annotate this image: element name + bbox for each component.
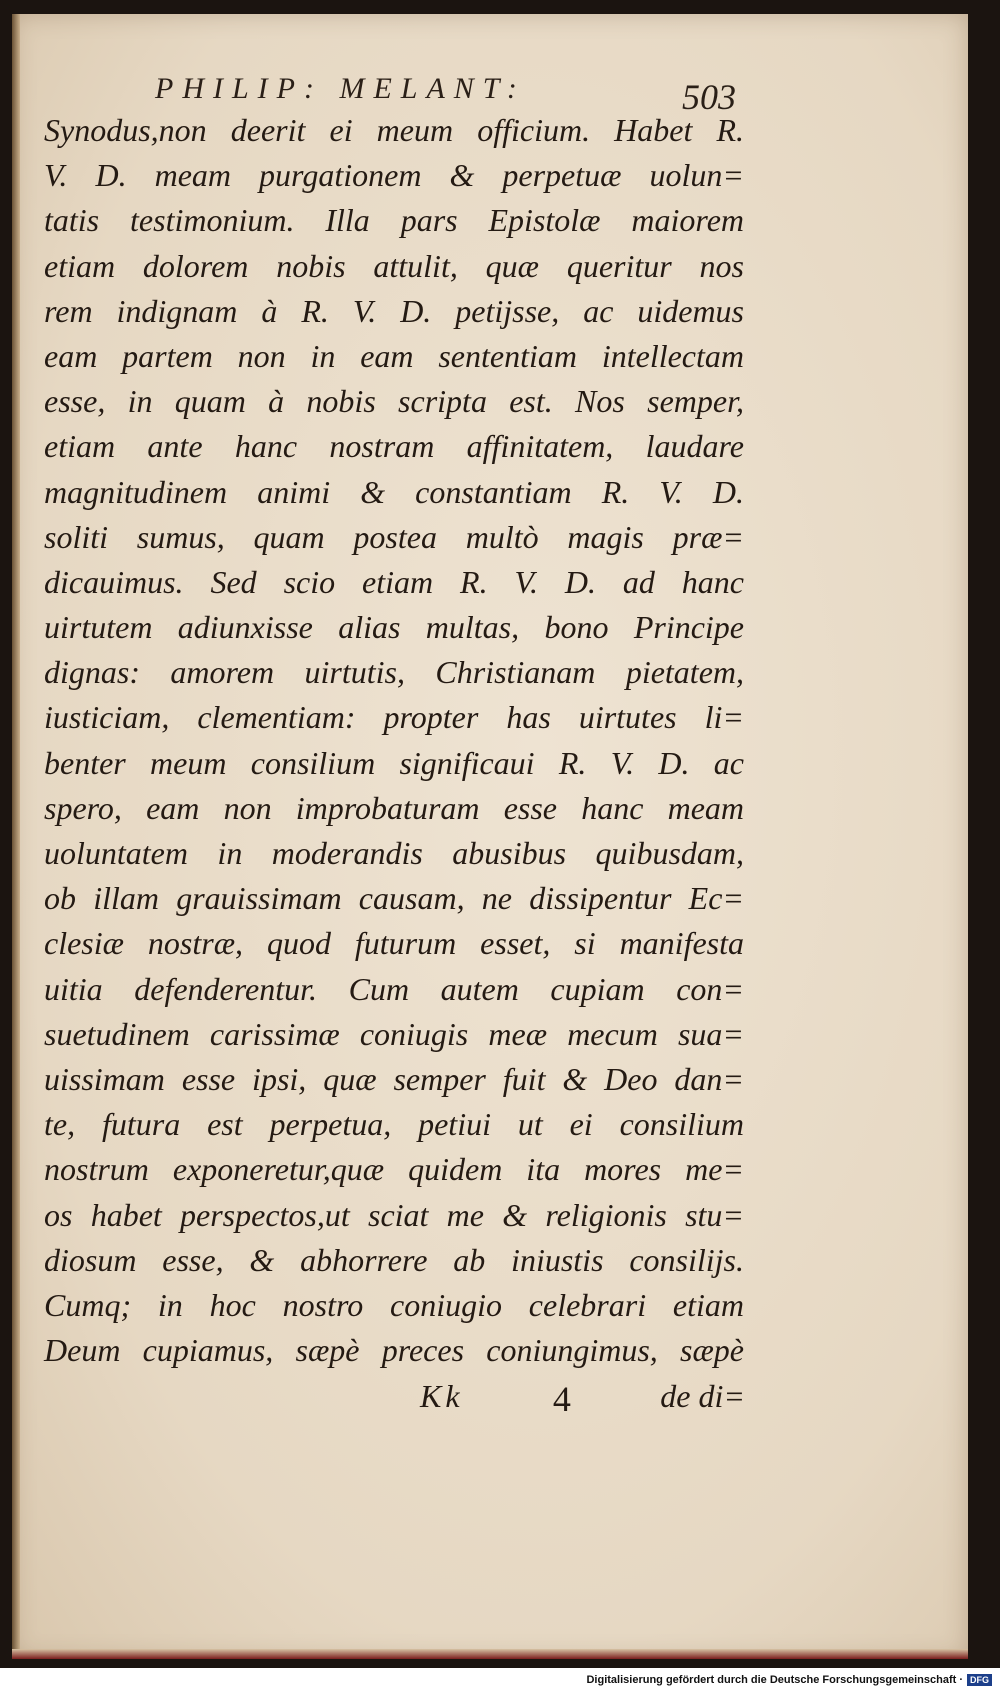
text-line: os habet perspectos,ut sciat me & religionis stu= (44, 1196, 744, 1233)
text-line: soliti sumus, quam postea multò magis præ= (44, 518, 744, 555)
text-line: ob illam grauissimam causam, ne dissipentur Ec= (44, 880, 744, 917)
text-line: spero, eam non improbaturam esse hanc meam (44, 789, 744, 826)
text-line: etiam ante hanc nostram affinitatem, laudare (44, 428, 744, 465)
text-line: uitia defenderentur. Cum autem cupiam con= (44, 970, 744, 1007)
text-line: tatis testimonium. Illa pars Epistolæ maiorem (44, 202, 744, 239)
text-line: rem indignam à R. V. D. petijsse, ac uidemus (44, 292, 744, 329)
text-line: Deum cupiamus, sæpè preces coniungimus, sæpè (44, 1332, 744, 1369)
catchword: de di= (660, 1378, 745, 1414)
text-line: uissimam esse ipsi, quæ semper fuit & Deo dan= (44, 1060, 744, 1097)
signature-mark: Kk (420, 1378, 464, 1414)
text-line: eam partem non in eam sententiam intellectam (44, 337, 744, 374)
text-line: nostrum exponeretur,quæ quidem ita mores me= (44, 1151, 744, 1188)
text-line: dignas: amorem uirtutis, Christianam pietatem, (44, 654, 744, 691)
signature-number: 4 (552, 1379, 571, 1419)
dfg-logo: DFG (967, 1674, 992, 1686)
page-number: 503 (682, 77, 736, 117)
text-line: suetudinem carissimæ coniugis meæ mecum sua= (44, 1015, 744, 1052)
text-line: magnitudinem animi & constantiam R. V. D. (44, 473, 744, 510)
text-line: clesiæ nostræ, quod futurum esset, si manifesta (44, 925, 744, 962)
text-line: uirtutem adiunxisse alias multas, bono Principe (44, 609, 744, 646)
running-head: PHILIP: MELANT: (155, 72, 526, 105)
text-line: te, futura est perpetua, petiui ut ei consilium (44, 1106, 744, 1143)
text-line: diosum esse, & abhorrere ab iniustis consilijs. (44, 1241, 744, 1278)
text-line: dicauimus. Sed scio etiam R. V. D. ad hanc (44, 563, 744, 600)
page-left-edge (12, 14, 20, 1659)
text-line: V. D. meam purgationem & perpetuæ uolun= (44, 157, 744, 194)
text-line: iusticiam, clementiam: propter has uirtutes li= (44, 699, 744, 736)
text-line: uoluntatem in moderandis abusibus quibusdam, (44, 835, 744, 871)
text-line: benter meum consilium significaui R. V. D. ac (44, 744, 744, 781)
text-line: etiam dolorem nobis attulit, quæ queritur nos (44, 247, 744, 284)
catchline (420, 1378, 745, 1420)
text-line: Synodus,non deerit ei meum officium. Habet R. (44, 112, 744, 148)
digitization-credit (586, 1674, 992, 1686)
body-text (44, 108, 744, 1373)
text-line: esse, in quam à nobis scripta est. Nos semper, (44, 383, 744, 420)
text-line: Cumq; in hoc nostro coniugio celebrari etiam (44, 1286, 744, 1323)
page-bottom-edge (12, 1649, 968, 1659)
credit-text: Digitalisierung gefördert durch die Deutsche Forschungsgemeinschaft · (586, 1674, 963, 1686)
